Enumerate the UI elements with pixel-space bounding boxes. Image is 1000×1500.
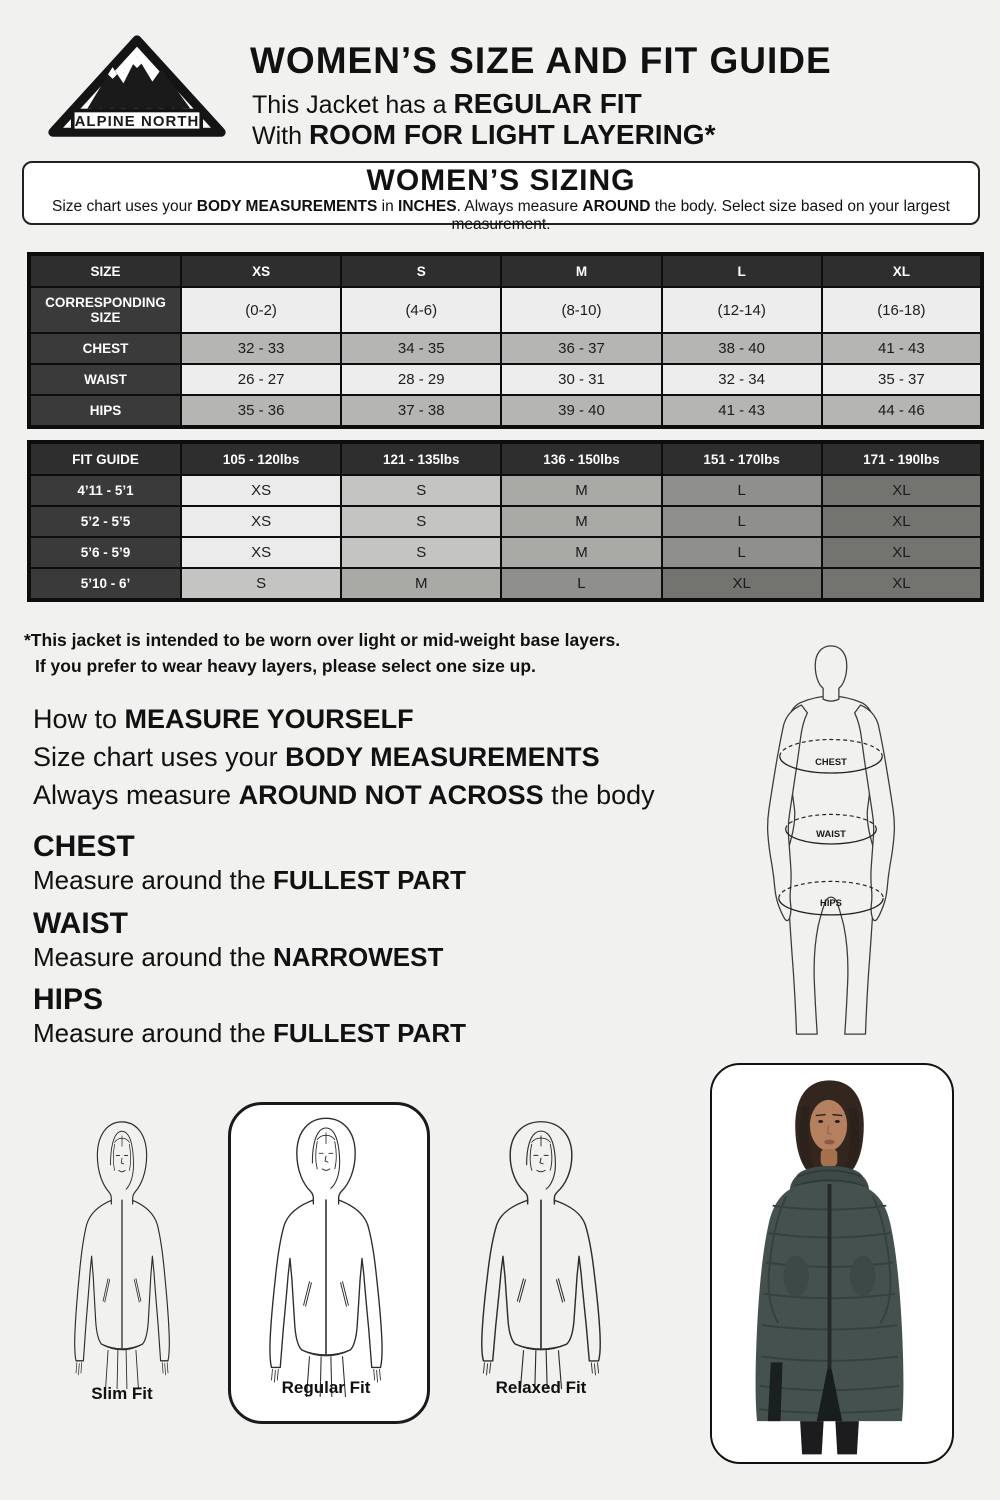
relaxed-fit-sketch [462,1118,620,1389]
column-header-cell: 171 - 190lbs [822,442,982,475]
value-cell: 38 - 40 [662,333,822,364]
layering-subtitle: With ROOM FOR LIGHT LAYERING* [252,119,716,150]
value-cell: M [501,475,661,506]
fit-guide-table [27,440,984,602]
value-cell: (12-14) [662,287,822,333]
chest-measure-block [33,832,466,895]
body-measurement-diagram [742,640,920,1042]
value-cell: S [341,506,501,537]
slim-fit-label: Slim Fit [91,1384,153,1403]
hips-measure-block [33,985,466,1048]
corner-header-cell: FIT GUIDE [29,442,181,475]
value-cell: (16-18) [822,287,982,333]
sizing-box-title: WOMEN’S SIZING [366,164,636,197]
column-header-cell: 151 - 170lbs [662,442,822,475]
value-cell: XS [181,475,341,506]
measure-intro-line3: Always measure AROUND NOT ACROSS the body [33,780,655,810]
fit-guide-table-grid [27,440,984,602]
chest-description: Measure around the FULLEST PART [33,865,466,895]
row-label-cell: 5’10 - 6’ [29,568,181,600]
value-cell: 32 - 34 [662,364,822,395]
corner-header-cell: SIZE [29,254,181,287]
measure-intro [33,700,655,814]
waist-heading: WAIST [33,907,128,940]
footnote-line2: If you prefer to wear heavy layers, please select one size up. [35,656,536,676]
column-header-cell: 136 - 150lbs [501,442,661,475]
value-cell: S [341,475,501,506]
size-measurement-table-grid [27,252,984,429]
hips-description: Measure around the FULLEST PART [33,1018,466,1048]
logo-text: ALPINE NORTH [74,112,200,130]
column-header-cell: 121 - 135lbs [341,442,501,475]
value-cell: 34 - 35 [341,333,501,364]
diagram-hips-label: HIPS [820,898,842,909]
womens-sizing-box [22,161,980,233]
value-cell: L [662,475,822,506]
waist-measure-block [33,909,443,972]
row-label-cell: HIPS [29,395,181,427]
column-header-cell: XS [181,254,341,287]
hips-heading: HIPS [33,983,104,1016]
layering-footnote [24,627,620,679]
value-cell: 41 - 43 [822,333,982,364]
column-header-cell: L [662,254,822,287]
row-label-cell: 5’6 - 5’9 [29,537,181,568]
value-cell: S [341,537,501,568]
value-cell: 26 - 27 [181,364,341,395]
column-header-cell: M [501,254,661,287]
page-title: WOMEN’S SIZE AND FIT GUIDE [250,40,832,81]
column-header-cell: 105 - 120lbs [181,442,341,475]
value-cell: 32 - 33 [181,333,341,364]
diagram-chest-label: CHEST [815,757,847,768]
row-label-cell: CHEST [29,333,181,364]
value-cell: S [181,568,341,600]
diagram-waist-label: WAIST [816,829,846,840]
waist-description: Measure around the NARROWEST [33,942,444,972]
regular-fit-sketch [253,1114,399,1397]
value-cell: M [501,537,661,568]
chest-heading: CHEST [33,830,135,863]
value-cell: XL [822,568,982,600]
value-cell: XS [181,537,341,568]
model-photo [712,1065,947,1457]
slim-fit-sketch [52,1118,192,1389]
measure-intro-line1: How to MEASURE YOURSELF [33,704,414,734]
column-header-cell: S [341,254,501,287]
value-cell: 28 - 29 [341,364,501,395]
value-cell: 36 - 37 [501,333,661,364]
value-cell: XL [822,475,982,506]
value-cell: L [501,568,661,600]
value-cell: 35 - 37 [822,364,982,395]
row-label-cell: CORRESPONDING SIZE [29,287,181,333]
value-cell: 41 - 43 [662,395,822,427]
column-header-cell: XL [822,254,982,287]
size-measurement-table [27,252,984,429]
value-cell: 44 - 46 [822,395,982,427]
value-cell: XS [181,506,341,537]
value-cell: 39 - 40 [501,395,661,427]
value-cell: (4-6) [341,287,501,333]
value-cell: 35 - 36 [181,395,341,427]
relaxed-fit-label: Relaxed Fit [495,1378,587,1397]
footnote-line1: *This jacket is intended to be worn over light or mid-weight base layers. [24,630,621,650]
row-label-cell: 5’2 - 5’5 [29,506,181,537]
value-cell: M [501,506,661,537]
value-cell: L [662,537,822,568]
value-cell: (8-10) [501,287,661,333]
alpine-north-logo-icon [42,32,232,142]
value-cell: L [662,506,822,537]
value-cell: 37 - 38 [341,395,501,427]
measure-intro-line2: Size chart uses your BODY MEASUREMENTS [33,742,600,772]
fit-subtitle: This Jacket has a REGULAR FIT [252,88,642,119]
row-label-cell: WAIST [29,364,181,395]
value-cell: XL [822,506,982,537]
value-cell: XL [822,537,982,568]
sizing-box-description: Size chart uses your BODY MEASUREMENTS in INCHES. Always measure AROUND the body. Select size based on your largest measurement. [52,198,950,233]
model-photo-frame [710,1063,954,1464]
value-cell: 30 - 31 [501,364,661,395]
regular-fit-label: Regular Fit [281,1378,371,1397]
value-cell: XL [662,568,822,600]
row-label-cell: 4’11 - 5’1 [29,475,181,506]
value-cell: (0-2) [181,287,341,333]
value-cell: M [341,568,501,600]
